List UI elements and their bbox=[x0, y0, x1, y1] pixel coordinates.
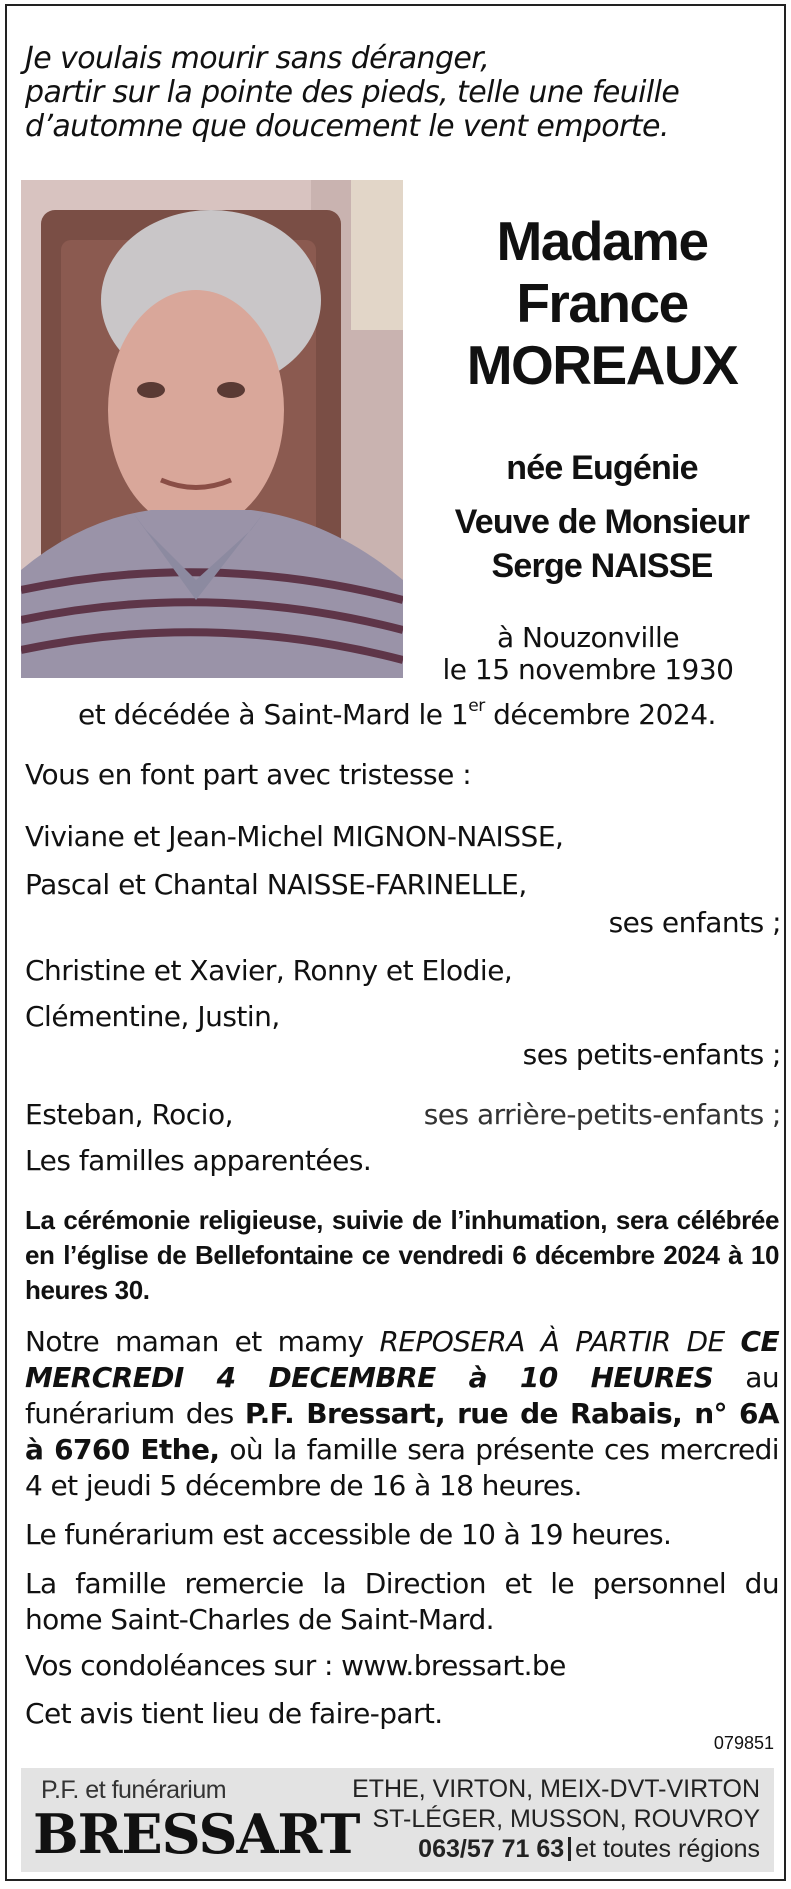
death-date: décembre 2024. bbox=[484, 698, 716, 731]
child-line: Pascal et Chantal NAISSE-FARINELLE, bbox=[25, 868, 527, 901]
poem bbox=[25, 42, 765, 144]
funerarium-text bbox=[25, 1324, 779, 1504]
funerarium-part: Notre maman et mamy bbox=[25, 1325, 380, 1358]
pf-label: P.F. et funérarium bbox=[41, 1776, 227, 1804]
widow-line-1: Veuve de Monsieur bbox=[454, 503, 750, 541]
name-last: MOREAUX bbox=[466, 334, 738, 396]
funeral-home-banner bbox=[21, 1768, 774, 1872]
portrait-illustration bbox=[21, 180, 403, 678]
reference-number: 079851 bbox=[713, 1733, 774, 1753]
great-grandchildren-label: ses arrière-petits-enfants ; bbox=[423, 1098, 781, 1131]
funerarium-part: CE MERCREDI 4 DECEMBRE à 10 HEURES bbox=[25, 1325, 779, 1394]
locations bbox=[352, 1774, 760, 1864]
portrait-photo bbox=[21, 180, 403, 678]
access-hours: Le funérarium est accessible de 10 à 19 heures. bbox=[25, 1518, 672, 1551]
birth-info bbox=[403, 619, 773, 689]
thanks-text: La famille remercie la Direction et le personnel du home Saint-Charles de Saint-Mard. bbox=[25, 1567, 779, 1636]
grandchildren-label: ses petits-enfants ; bbox=[522, 1038, 781, 1071]
identity-block bbox=[427, 446, 777, 588]
name-first: France bbox=[516, 272, 688, 334]
family-intro: Vous en font part avec tristesse : bbox=[25, 758, 472, 791]
deceased-name bbox=[427, 210, 777, 396]
ceremony-text: La cérémonie religieuse, suivie de l’inhumation, sera célébrée en l’église de Bellefontaine ce vendredi 6 décembre 2024 à 10 heures 30. bbox=[25, 1205, 779, 1305]
regions-text: et toutes régions bbox=[575, 1835, 760, 1863]
poem-line: partir sur la pointe des pieds, telle une feuille bbox=[25, 75, 680, 110]
grandchild-line: Christine et Xavier, Ronny et Elodie, bbox=[25, 954, 513, 987]
notice-text: Cet avis tient lieu de faire-part. bbox=[25, 1697, 443, 1730]
birth-date: le 15 novembre 1930 bbox=[442, 653, 734, 686]
great-grandchildren-row bbox=[25, 1096, 781, 1134]
separator bbox=[568, 1837, 571, 1861]
poem-line: d’automne que doucement le vent emporte. bbox=[25, 109, 669, 144]
death-text: et décédée à Saint-Mard le 1 bbox=[78, 698, 469, 731]
obituary-notice bbox=[5, 4, 786, 1881]
name-title: Madame bbox=[496, 210, 708, 272]
contact-line bbox=[352, 1834, 760, 1864]
death-info bbox=[17, 696, 777, 734]
great-grandchildren-names: Esteban, Rocio, bbox=[25, 1098, 233, 1131]
locations-line: ST-LÉGER, MUSSON, ROUVROY bbox=[372, 1805, 760, 1833]
brand-logo: BRESSART bbox=[33, 1802, 360, 1866]
birth-place: à Nouzonville bbox=[496, 621, 680, 654]
children-label: ses enfants ; bbox=[608, 906, 781, 939]
related-families: Les familles apparentées. bbox=[25, 1144, 372, 1177]
condolences-text: Vos condoléances sur : www.bressart.be bbox=[25, 1649, 566, 1682]
death-ordinal: er bbox=[468, 696, 485, 716]
child-line: Viviane et Jean-Michel MIGNON-NAISSE, bbox=[25, 820, 564, 853]
widow-line-2: Serge NAISSE bbox=[491, 547, 713, 585]
maiden-name: née Eugénie bbox=[506, 449, 698, 487]
funerarium-address: P.F. Bressart, rue de Rabais, n° 6A à 6760 Ethe, bbox=[25, 1397, 780, 1466]
funerarium-part: REPOSERA À PARTIR DE bbox=[379, 1325, 741, 1358]
locations-line: ETHE, VIRTON, MEIX-DVT-VIRTON bbox=[352, 1775, 760, 1803]
poem-line: Je voulais mourir sans déranger, bbox=[25, 41, 490, 76]
grandchild-line: Clémentine, Justin, bbox=[25, 1000, 280, 1033]
phone-number: 063/57 71 63 bbox=[418, 1835, 565, 1863]
funerarium-part: où la famille sera présente ces mercredi 4 et jeudi 5 décembre de 16 à 18 heures. bbox=[25, 1433, 779, 1502]
funerarium-part: au funérarium des bbox=[25, 1361, 779, 1430]
